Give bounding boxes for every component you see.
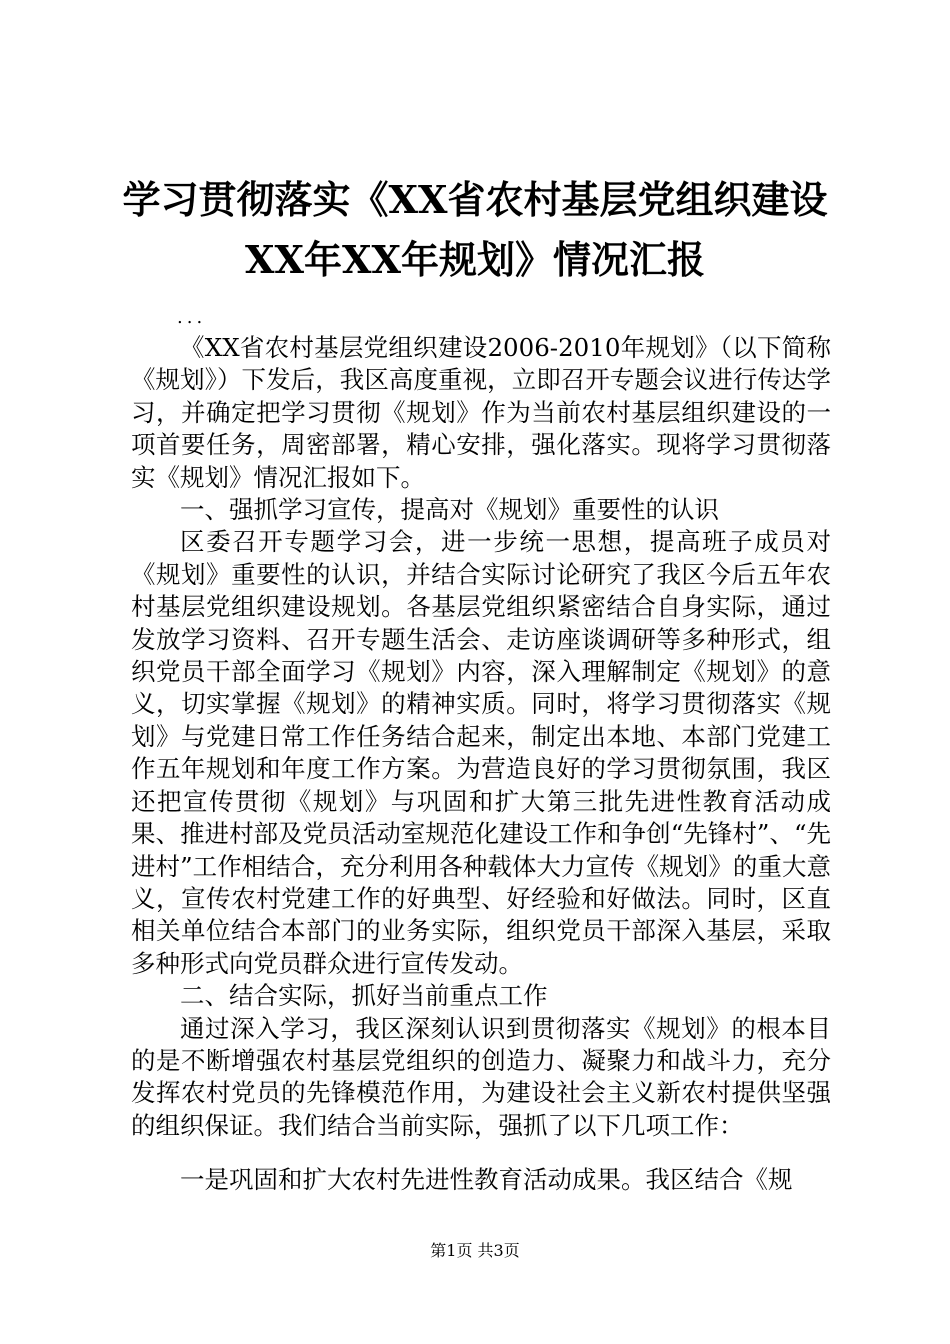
- document-body: [131, 304, 831, 1197]
- page-footer: 第1页 共3页: [430, 1241, 520, 1260]
- section-heading-2: 二、结合实际，抓好当前重点工作: [180, 981, 548, 1011]
- section-2-paragraph: 通过深入学习，我区深刻认识到贯彻落实《规划》的根本目的是不断增强农村基层党组织的创造力、凝聚力和战斗力，充分发挥农村党员的先锋模范作用，为建设社会主义新农村提供坚强的组织保证。我们结合当前实际，强抓了以下几项工作：: [131, 1013, 831, 1140]
- ellipsis-marker: ...: [177, 307, 207, 328]
- section-1-paragraph: 区委召开专题学习会，进一步统一思想，提高班子成员对《规划》重要性的认识，并结合实际讨论研究了我区今后五年农村基层党组织建设规划。各基层党组织紧密结合自身实际，通过发放学习资料、召开专题生活会、走访座谈调研等多种形式，组织党员干部全面学习《规划》内容，深入理解制定《规划》的意义，切实掌握《规划》的精神实质。同时，将学习贯彻落实《规划》与党建日常工作任务结合起来，制定出本地、本部门党建工作五年规划和年度工作方案。为营造良好的学习贯彻氛围，我区还把宣传贯彻《规划》与巩固和扩大第三批先进性教育活动成果、推进村部及党员活动室规范化建设工作和争创“先锋村”、“先进村”工作相结合，充分利用各种载体大力宣传《规划》的重大意义，宣传农村党建工作的好典型、好经验和好做法。同时，区直相关单位结合本部门的业务实际，组织党员干部深入基层，采取多种形式向党员群众进行宣传发动。: [131, 527, 831, 978]
- section-heading-1: 一、强抓学习宣传，提高对《规划》重要性的认识: [180, 495, 719, 525]
- intro-paragraph: 《XX省农村基层党组织建设2006-2010年规划》（以下简称《规划》）下发后，我区高度重视，立即召开专题会议进行传达学习，并确定把学习贯彻《规划》作为当前农村基层组织建设的一项首要任务，周密部署，精心安排，强化落实。现将学习贯彻落实《规划》情况汇报如下。: [131, 333, 831, 492]
- paragraph-gap: [131, 1142, 831, 1164]
- item-1-paragraph: 一是巩固和扩大农村先进性教育活动成果。我区结合《规: [180, 1165, 793, 1195]
- document-title: 学习贯彻落实《XX省农村基层党组织建设XX年XX年规划》情况汇报: [122, 177, 828, 282]
